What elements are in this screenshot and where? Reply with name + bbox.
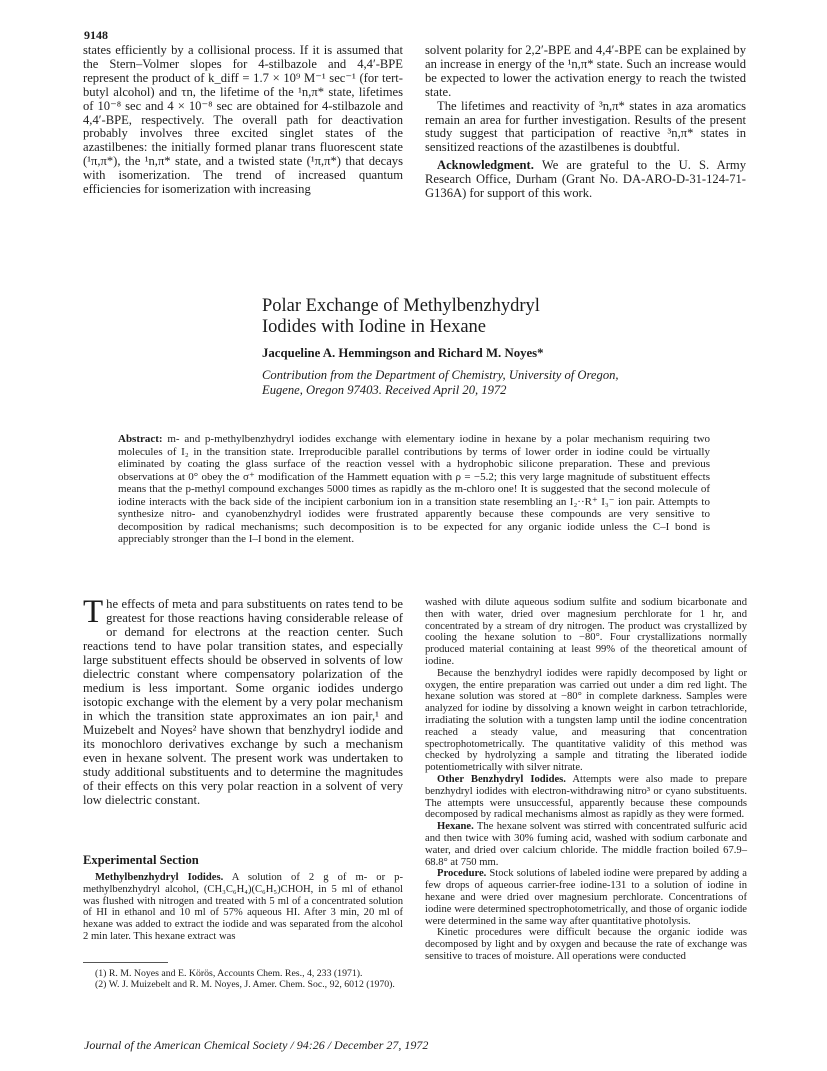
right-paragraph-2: Because the benzhydryl iodides were rapidly decomposed by light or oxygen, the entire preparation was carried out under a dim red light. The hexane solution was stored at −80° in complete darkness. Samples were analyzed for iodine by dissolving a known weight in carbon tetrachloride, irradiating the solution with a tungsten lamp until the iodine concentration reached a steady value, and measuring that concentration spectrophotometrically. The quantitative validity of this method was checked by hydrolyzing a sample and titrating the liberated iodide potentiometrically with silver nitrate. <box>425 667 747 774</box>
introduction-text: he effects of meta and para substituents on rates tend to be greatest for those reactions having considerable release of or demand for electrons at the reaction center. Such reactions tend to have polar transition states, and especially large substituent effects should be observed in solvents of low dielectric constant where compensatory polarization of the medium is less important. Some organic iodides undergo isotopic exchange with the element by a very polar mechanism in which the transition state approximates an ion pair,¹ and Muizebelt and Noyes² have shown that benzhydryl iodide and its monochloro derivatives exchange by such a mechanism even in hexane solvent. The present work was undertaken to study additional substituents and to determine the magnitudes of their effects on this very polar reaction in a solvent of very low dielectric constant. <box>83 597 403 807</box>
hexane-label: Hexane. <box>437 821 474 833</box>
hexane-text: The hexane solvent was stirred with concentrated sulfuric acid and then twice with 30% fuming acid, washed with sodium carbonate and water, and dried over calcium chloride. The middle fraction boiled 67.9–68.8° at 750 mm. <box>425 821 747 868</box>
other-iodides-paragraph <box>425 774 747 821</box>
footnote-2: (2) W. J. Muizebelt and R. M. Noyes, J. Amer. Chem. Soc., 92, 6012 (1970). <box>95 979 395 990</box>
procedure-text: Stock solutions of labeled iodine were prepared by adding a few drops of aqueous carrier-free iodine-131 to a solution of iodine in hexane and were dried over magnesium perchlorate. Concentrations of iodine were determined spectrophotometrically, and those of organic iodide were determined in the same way after quantitative photolysis. <box>425 868 747 927</box>
methyl-label: Methylbenzhydryl Iodides. <box>95 872 224 883</box>
acknowledgment-label: Acknowledgment. <box>437 158 534 173</box>
experimental-heading: Experimental Section <box>83 853 199 867</box>
introduction <box>83 594 403 807</box>
acknowledgment-text: We are grateful to the U. S. Army Research Office, Durham (Grant No. DA-ARO-D-31-124-71-G136A) for support of this work. <box>425 158 746 201</box>
right-column-body <box>425 597 747 963</box>
top-left-column <box>83 44 403 197</box>
abstract-text: m- and p-methylbenzhydryl iodides exchange with elementary iodine in hexane by a polar mechanism requiring two molecules of I₂ in the transition state. Irreproducible parallel contributions by terms of lower order in iodine could be virtually eliminated by coating the glass surface of the reaction vessel with a hydrophobic silicone preparation. These and previous observations at 0° obey the σ⁺ modification of the Hammett equation with ρ = −5.2; this very large magnitude of substituent effects means that the p-methyl compound exchanges 5000 times as rapidly as the m-chloro one! It is suggested that the second molecule of iodine interacts with the back side of the incipient carbonium ion in a transition state resembling an I₂··R⁺ I₃⁻ ion pair. Attempts to synthesize nitro- and cyanobenzhydryl iodides were frustrated apparently because these compounds are very sensitive to decomposition by radical mechanisms; such decomposition is to be expected for any organic iodide unless the C–I bond is appreciably stronger than the I–I bond in the element. <box>118 433 711 545</box>
top-left-paragraph: states efficiently by a collisional process. If it is assumed that the Stern–Volmer slopes for 4-stilbazole and 4,4′-BPE represent the product of k_diff = 1.7 × 10⁹ M⁻¹ sec⁻¹ (for tert-butyl alcohol) and τn, the lifetime of the ¹n,π* state, lifetimes of 10⁻⁸ sec and 4 × 10⁻⁸ sec are obtained for 4-stilbazole and 4,4′-BPE, respectively. The overall path for deactivation probably involves three excited singlet states of the azastilbenes: the initially formed planar trans fluorescent state (¹π,π*), the ¹n,π* state, and a twisted state (¹π,π*) that decays with isomerization. The trend of increased quantum efficiencies for isomerization with increasing <box>83 43 403 197</box>
top-right-paragraph-2: The lifetimes and reactivity of ³n,π* states in aza aromatics remain an area for further investigation. Results of the present study suggest that participation of reactive ³n,π* states in sensitized reactions of the azastilbenes is doubtful. <box>425 98 746 155</box>
article-title <box>262 296 742 338</box>
affiliation-line-2: Eugene, Oregon 97403. Received April 20, 1972 <box>262 383 507 397</box>
footnote-divider <box>83 962 168 963</box>
title-line-1: Polar Exchange of Methylbenzhydryl <box>262 296 540 316</box>
top-right-paragraph-1: solvent polarity for 2,2′-BPE and 4,4′-BPE can be explained by an increase in energy of the ¹n,π* state. Such an increase would be expected to lower the activation energy to reach the twisted state. <box>425 43 746 99</box>
title-line-2: Iodides with Iodine in Hexane <box>262 317 486 337</box>
methylbenzhydryl-section <box>83 872 403 943</box>
top-right-column <box>425 44 746 201</box>
right-paragraph-1: washed with dilute aqueous sodium sulfite and sodium bicarbonate and then with water, dried over magnesium perchlorate for 1 hr, and concentrated by a stream of dry nitrogen. The product was crystallized by cooling the hexane solution to −80°. Four crystallizations normally produced material containing at least 99% of the theoretical amount of iodine. <box>425 597 747 667</box>
kinetic-paragraph: Kinetic procedures were difficult because the organic iodide was decomposed by light and by oxygen and because the rate of exchange was sensitive to traces of moisture. All operations were conducted <box>425 927 747 962</box>
other-text: Attempts were also made to prepare benzhydryl iodides with electron-withdrawing nitro³ or cyano substituents. The attempts were unsuccessful, apparently because these compounds decomposed by radical mechanisms almost as rapidly as they were formed. <box>425 773 747 821</box>
abstract <box>118 433 710 546</box>
footnote-1: (1) R. M. Noyes and E. Körös, Accounts Chem. Res., 4, 233 (1971). <box>95 968 363 979</box>
page-number: 9148 <box>84 28 108 42</box>
procedure-paragraph <box>425 868 747 927</box>
journal-footer: Journal of the American Chemical Society / 94:26 / December 27, 1972 <box>84 1038 429 1052</box>
other-label: Other Benzhydryl Iodides. <box>437 773 566 785</box>
affiliation-line-1: Contribution from the Department of Chemistry, University of Oregon, <box>262 368 619 382</box>
affiliation <box>262 368 742 398</box>
abstract-label: Abstract: <box>118 433 163 445</box>
acknowledgment <box>425 159 746 201</box>
hexane-paragraph <box>425 821 747 868</box>
procedure-label: Procedure. <box>437 868 487 880</box>
authors: Jacqueline A. Hemmingson and Richard M. Noyes* <box>262 346 544 360</box>
methyl-text: A solution of 2 g of m- or p-methylbenzhydryl alcohol, (CH₃C₆H₄)(C₆H₅)CHOH, in 5 ml of ethanol was flushed with nitrogen and treated with 5 ml of a concentrated solution of HI in ethanol and 10 ml of 57% aqueous HI. After 3 min, 20 ml of hexane was added to extract the iodide and was separated from the alcohol 2 min later. This hexane extract was <box>83 872 403 942</box>
drop-cap: T <box>83 594 104 630</box>
footnotes <box>83 968 403 990</box>
